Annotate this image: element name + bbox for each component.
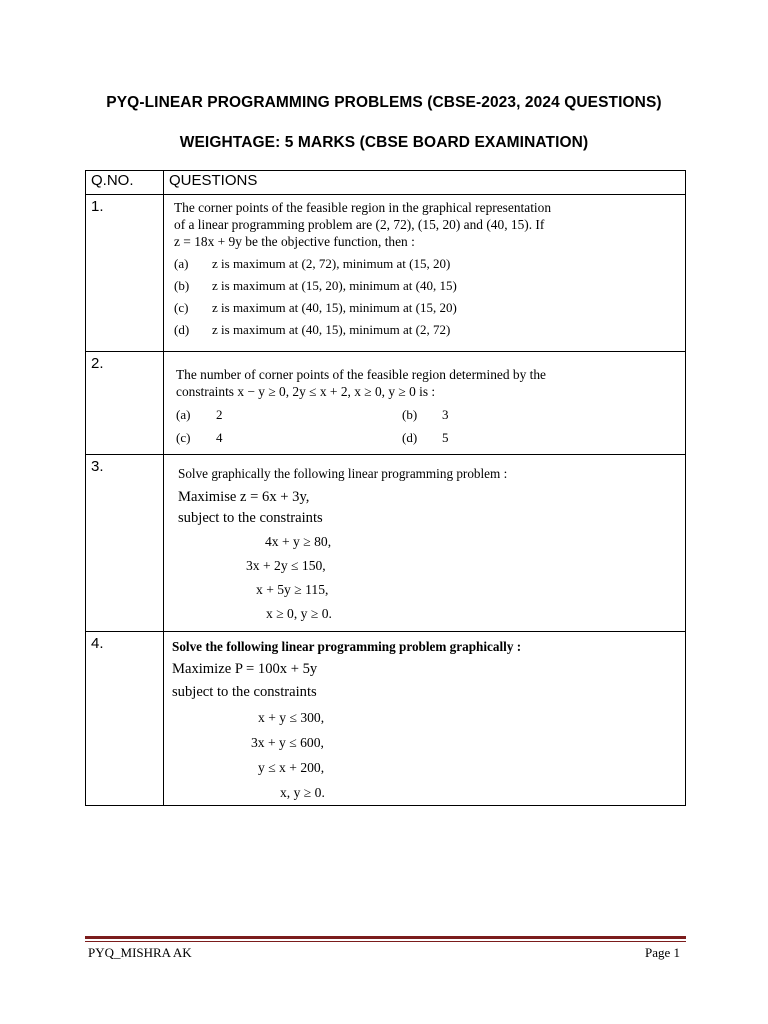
table-row [86, 632, 686, 806]
constraint: 3x + 2y ≤ 150, [246, 558, 326, 573]
stem-line: constraints x − y ≥ 0, 2y ≤ x + 2, x ≥ 0, y ≥ 0 is : [176, 384, 436, 399]
option-label: (a) [174, 256, 189, 271]
stem-line: The number of corner points of the feasible region determined by the [176, 367, 546, 382]
subject-line: subject to the constraints [172, 684, 317, 700]
constraint: x + y ≤ 300, [258, 710, 325, 725]
constraint: x + 5y ≥ 115, [256, 582, 329, 597]
option-label: (a) [176, 407, 191, 422]
option-label: (d) [402, 430, 418, 445]
option-text: z is maximum at (40, 15), minimum at (15, 20) [212, 300, 457, 315]
table-row [86, 455, 686, 632]
question-number: 2. [86, 352, 164, 455]
header-questions: QUESTIONS [164, 171, 686, 195]
footer-rule-thin [85, 941, 686, 942]
option-text: 4 [216, 430, 223, 445]
constraint: x, y ≥ 0. [280, 785, 325, 800]
stem-line: The corner points of the feasible region in the graphical representation [174, 200, 552, 215]
question-number: 4. [86, 632, 164, 806]
constraint: 3x + y ≤ 600, [251, 735, 324, 750]
option-label: (c) [176, 430, 191, 445]
question-stem: Solve graphically the following linear programming problem : [178, 466, 508, 481]
question-number: 3. [86, 455, 164, 632]
option-label: (b) [402, 407, 418, 422]
option-b [174, 277, 675, 294]
question-cell [164, 195, 686, 352]
option-text: z is maximum at (15, 20), minimum at (40, 15) [212, 278, 457, 293]
option-label: (b) [174, 278, 190, 293]
option-a [176, 406, 402, 423]
table-header-row [86, 171, 686, 195]
option-label: (c) [174, 300, 189, 315]
option-a [174, 255, 675, 272]
option-c [174, 299, 675, 316]
option-text: 3 [442, 407, 449, 422]
objective-function: Maximize P = 100x + 5y [172, 661, 318, 677]
constraint: x ≥ 0, y ≥ 0. [266, 606, 332, 621]
option-text: z is maximum at (40, 15), minimum at (2, 72) [212, 322, 451, 337]
constraint: 4x + y ≥ 80, [265, 534, 332, 549]
option-d [402, 429, 602, 446]
option-b [402, 406, 602, 423]
page-number: Page 1 [644, 945, 680, 960]
option-text: 2 [216, 407, 223, 422]
question-cell [164, 352, 686, 455]
stem-line: of a linear programming problem are (2, 72), (15, 20) and (40, 15). If [174, 217, 545, 232]
options-grid [176, 406, 685, 446]
footer-rule [85, 936, 686, 939]
option-c [176, 429, 402, 446]
question-cell [164, 455, 686, 632]
question-number: 1. [86, 195, 164, 352]
option-label: (d) [174, 322, 190, 337]
table-row [86, 195, 686, 352]
objective-function: Maximise z = 6x + 3y, [178, 489, 310, 505]
footer-author: PYQ_MISHRA AK [88, 945, 192, 960]
subject-line: subject to the constraints [178, 510, 323, 526]
page-subtitle: WEIGHTAGE: 5 MARKS (CBSE BOARD EXAMINATION) [179, 134, 589, 151]
option-d [174, 321, 675, 338]
option-text: z is maximum at (2, 72), minimum at (15, 20) [212, 256, 451, 271]
question-cell [164, 632, 686, 806]
table-row [86, 352, 686, 455]
questions-table [85, 170, 686, 806]
question-stem [174, 199, 675, 250]
constraint: y ≤ x + 200, [258, 760, 325, 775]
question-stem [176, 366, 685, 400]
option-text: 5 [442, 430, 449, 445]
question-stem: Solve the following linear programming problem graphically : [172, 639, 522, 654]
stem-line: z = 18x + 9y be the objective function, then : [174, 234, 415, 249]
header-qno: Q.NO. [86, 171, 164, 195]
page-title: PYQ-LINEAR PROGRAMMING PROBLEMS (CBSE-2023, 2024 QUESTIONS) [106, 94, 662, 111]
